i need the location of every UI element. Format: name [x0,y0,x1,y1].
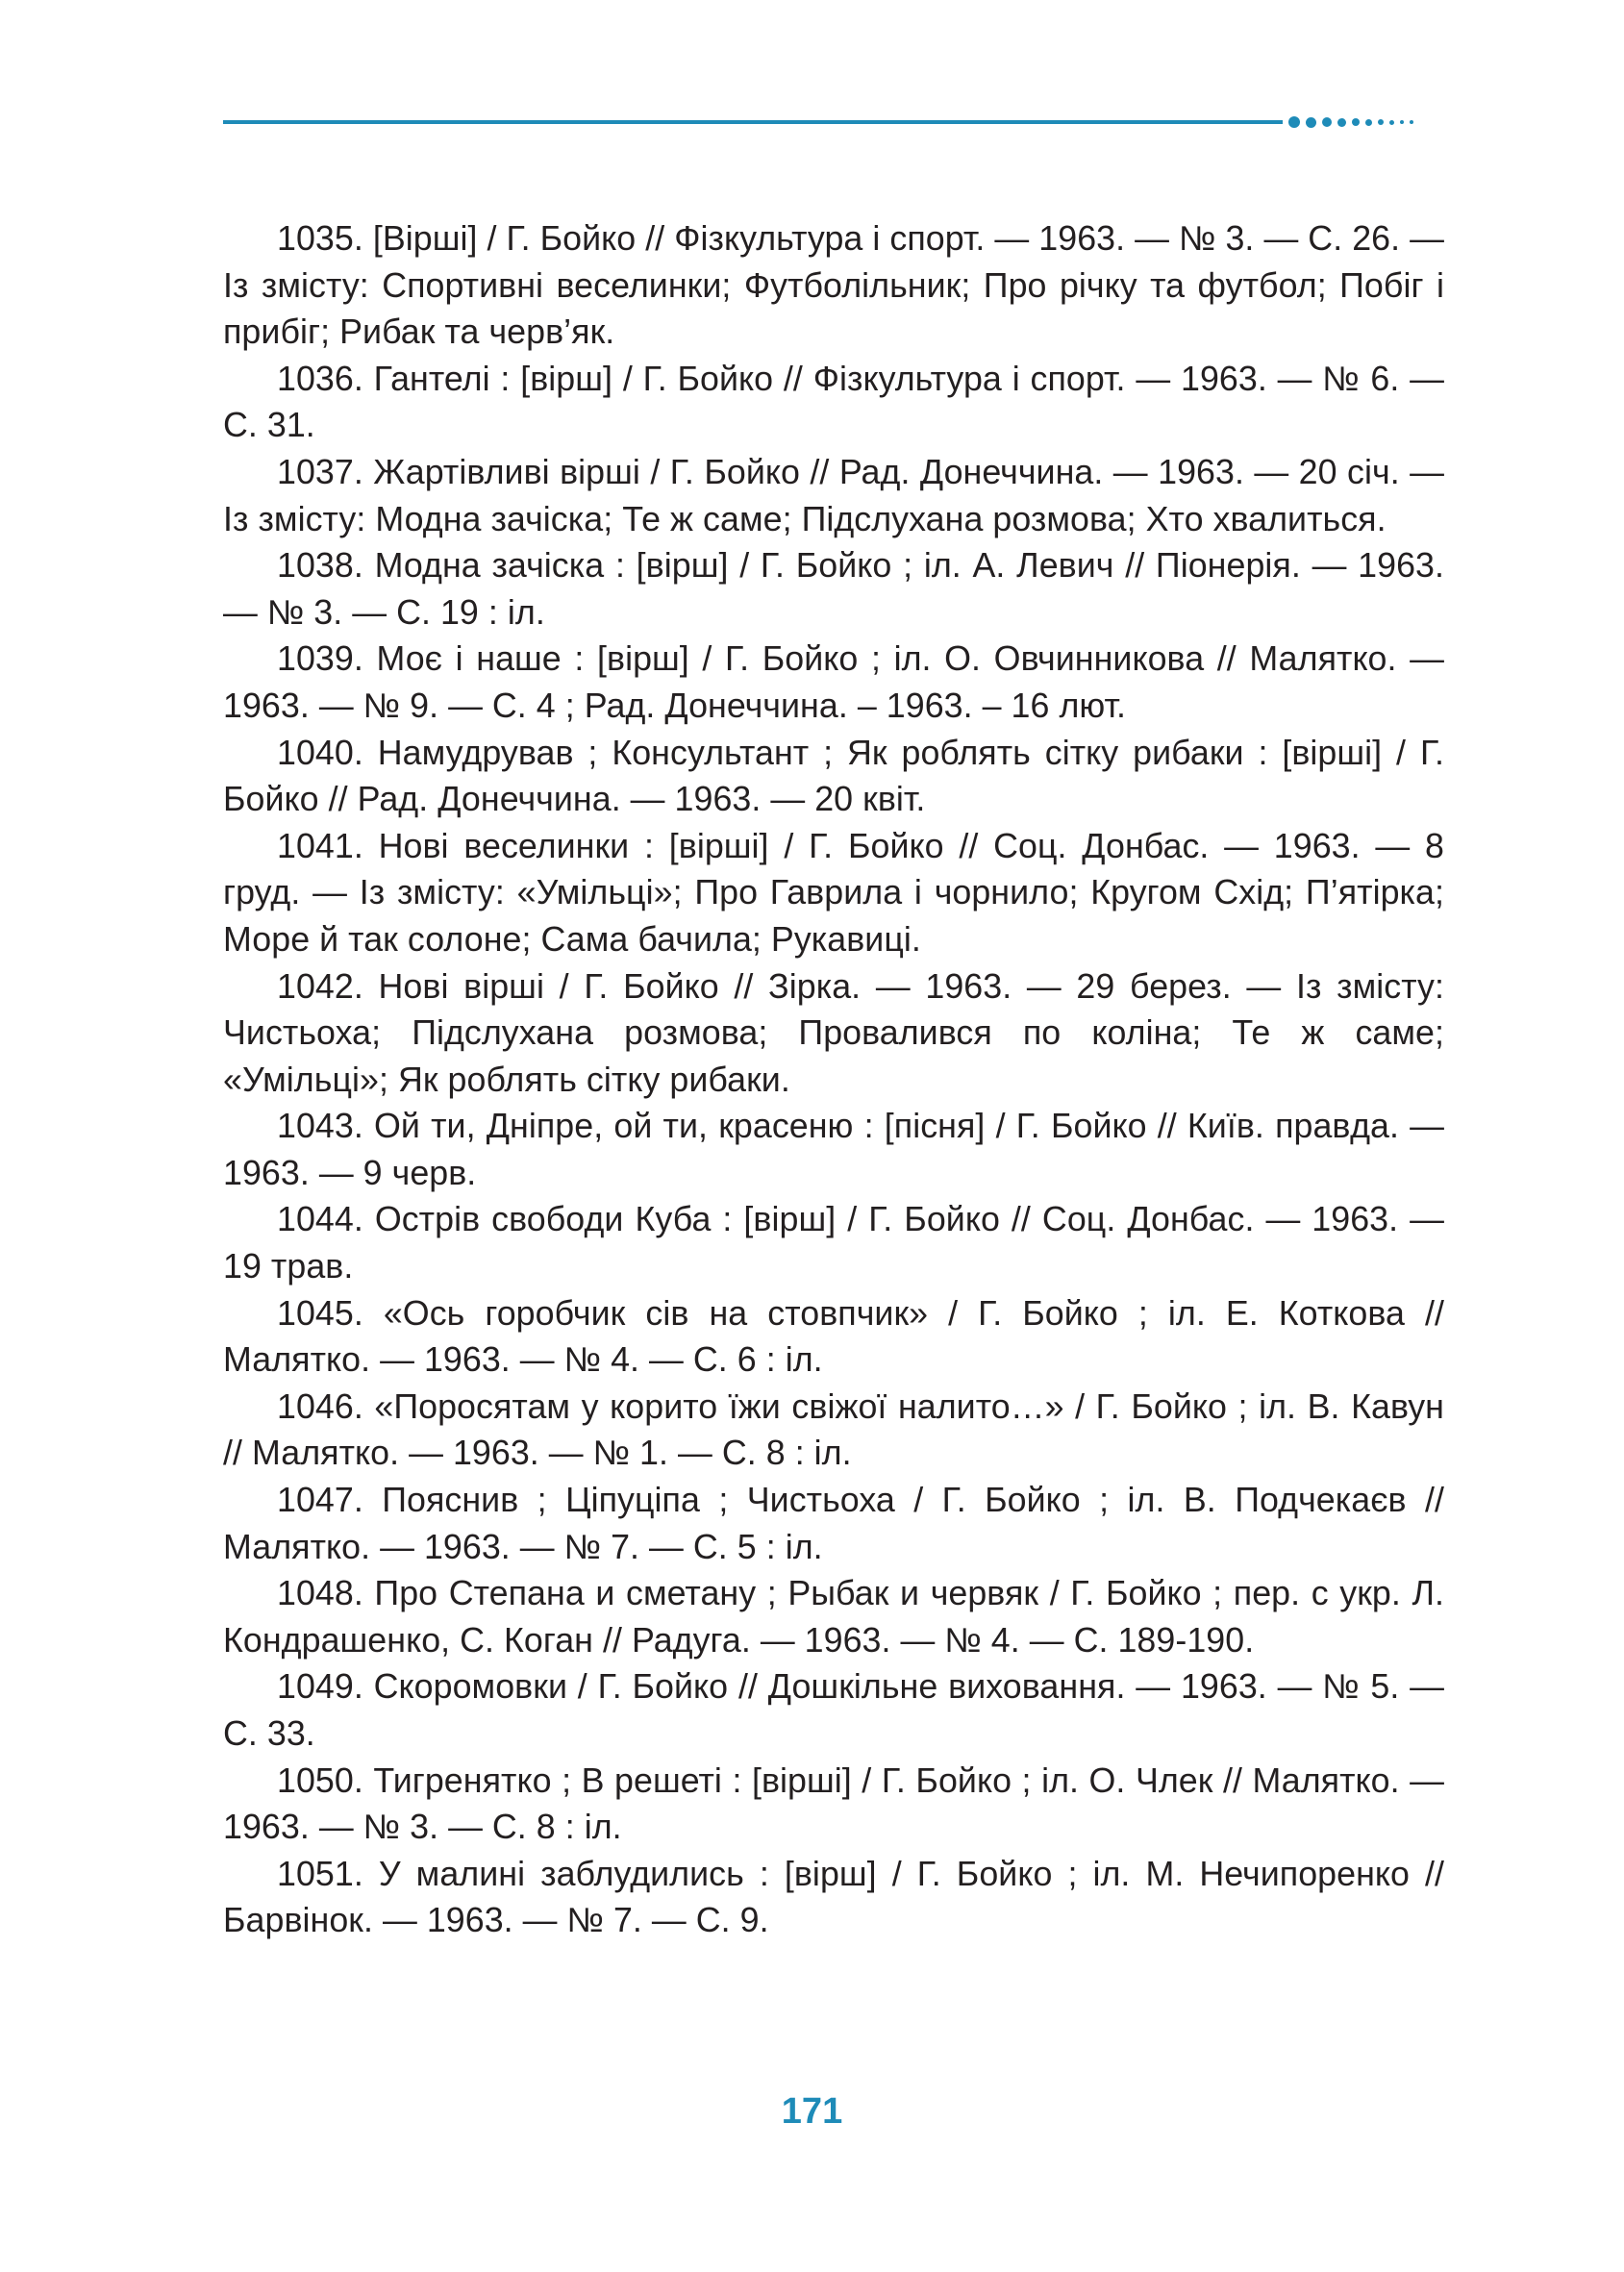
page-number: 171 [781,2091,843,2132]
bibliography-entry-1051: 1051. У малині заблудились : [вірш] / Г. Бойко ; іл. М. Нечипоренко // Барвінок. — 1963. — № 7. — С. 9. [223,1854,1444,1940]
bibliography-entry-1049: 1049. Скоромовки / Г. Бойко // Дошкільне виховання. — 1963. — № 5. — С. 33. [223,1667,1444,1753]
ornament-dot [1389,120,1394,125]
bibliography-entry-1046: 1046. «Поросятам у корито їжи свіжої налито…» / Г. Бойко ; іл. В. Кавун // Малятко. — 1963. — № 1. — С. 8 : іл. [223,1386,1444,1473]
bibliography-entry-1040: 1040. Намудрував ; Консультант ; Як роблять сітку рибаки : [вірші] / Г. Бойко // Рад. Донеччина. — 1963. — 20 квіт. [223,733,1444,819]
ornament-dot [1306,117,1316,128]
bibliography-entry-1036: 1036. Гантелі : [вірш] / Г. Бойко // Фізкультура і спорт. — 1963. — № 6. — С. 31. [223,359,1444,445]
ornament-dot [1352,118,1360,126]
bibliography-entry-1041: 1041. Нові веселинки : [вірші] / Г. Бойко // Соц. Донбас. — 1963. — 8 груд. — Із змісту: «Умільці»; Про Гаврила і чорнило; Кругом Схід; П’ятірка; Море й так солоне; Сама бачила; Рукавиці. [223,826,1444,959]
header-dots-ornament [1288,116,1442,128]
bibliography-entry-1047: 1047. Пояснив ; Ціпуціпа ; Чистьоха / Г. Бойко ; іл. В. Подчекаєв // Малятко. — 1963. — № 7. — С. 5 : іл. [223,1481,1444,1566]
ornament-dot [1288,116,1300,128]
bibliography-entry-1043: 1043. Ой ти, Дніпре, ой ти, красеню : [пісня] / Г. Бойко // Київ. правда. — 1963. — 9 черв. [223,1107,1444,1192]
ornament-dot [1365,119,1372,126]
bibliography-entry-1039: 1039. Моє і наше : [вірш] / Г. Бойко ; іл. О. Овчинникова // Малятко. — 1963. — № 9. — С. 4 ; Рад. Донеччина. – 1963. – 16 лют. [223,639,1444,725]
bibliography-entry-1048: 1048. Про Степана и сметану ; Рыбак и червяк / Г. Бойко ; пер. с укр. Л. Кондрашенко, С. Коган // Радуга. — 1963. — № 4. — С. 189-190. [223,1574,1444,1660]
bibliography-list [223,215,1444,1944]
ornament-dot [1410,120,1413,124]
bibliography-entry-1045: 1045. «Ось горобчик сів на стовпчик» / Г. Бойко ; іл. Е. Коткова // Малятко. — 1963. — № 4. — С. 6 : іл. [223,1293,1444,1380]
ornament-dot [1337,118,1346,127]
bibliography-entry-1042: 1042. Нові вірші / Г. Бойко // Зірка. — 1963. — 29 берез. — Із змісту: Чистьоха; Підслухана розмова; Провалився по коліна; Те ж саме; «Умільці»; Як роблять сітку рибаки. [223,966,1444,1099]
ornament-dot [1378,119,1384,125]
header-rule [223,120,1283,124]
ornament-dot [1400,120,1404,124]
ornament-dot [1322,117,1332,127]
bibliography-entry-1035: 1035. [Вірші] / Г. Бойко // Фізкультура і спорт. — 1963. — № 3. — С. 26. — Із змісту: Спортивні веселинки; Футболільник; Про річку та футбол; Побіг і прибіг; Рибак та черв’як. [223,219,1444,352]
bibliography-entry-1038: 1038. Модна зачіска : [вірш] / Г. Бойко ; іл. А. Левич // Піонерія. — 1963. — № 3. — С. 19 : іл. [223,546,1444,632]
bibliography-entry-1044: 1044. Острів свободи Куба : [вірш] / Г. Бойко // Соц. Донбас. — 1963. — 19 трав. [223,1200,1444,1286]
bibliography-entry-1037: 1037. Жартівливі вірші / Г. Бойко // Рад. Донеччина. — 1963. — 20 січ. — Із змісту: Модна зачіска; Те ж саме; Підслухана розмова; Хто хвалиться. [223,452,1444,538]
bibliography-entry-1050: 1050. Тигренятко ; В решеті : [вірші] / Г. Бойко ; іл. О. Члек // Малятко. — 1963. — № 3. — С. 8 : іл. [223,1760,1444,1847]
